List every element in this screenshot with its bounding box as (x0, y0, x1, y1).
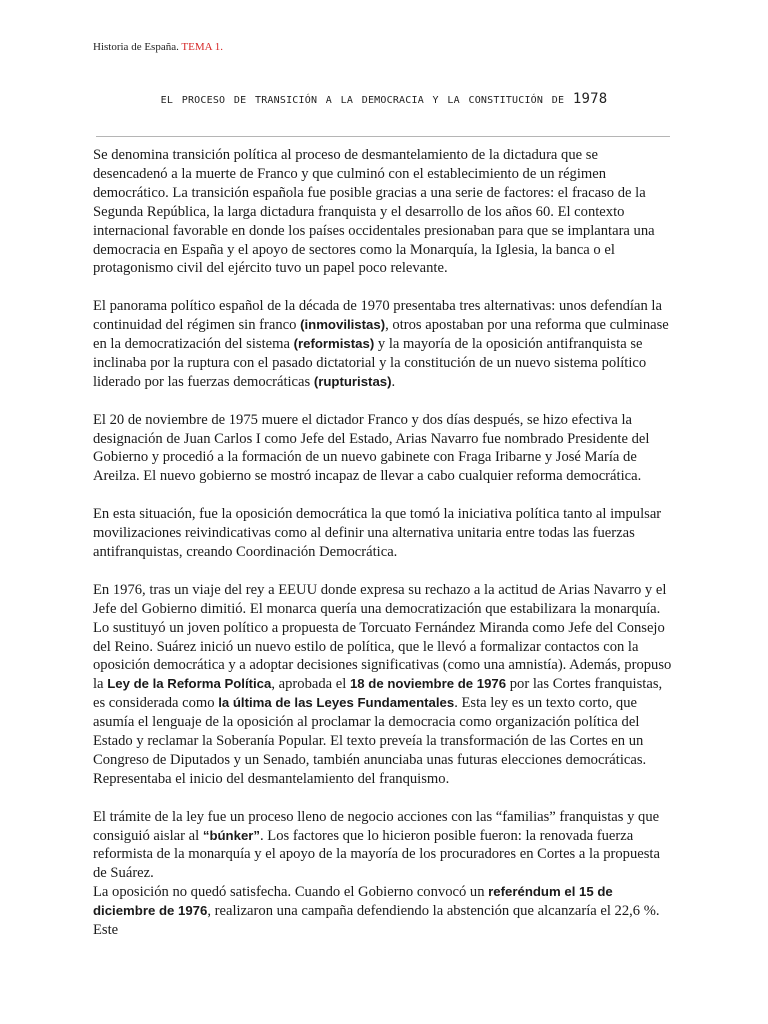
paragraph-text: , otros apostaban por una reforma que culminase en la democratización del sistema (93, 317, 669, 353)
term-inmovilistas: (inmovilistas) (300, 317, 386, 333)
document-title: el proceso de transición a la democracia y la constitución de 1978 (160, 91, 608, 107)
paragraph-text: y la mayoría de la oposición antifranquista se inclinaba por la ruptura con el pasado dictatorial y la constitución de un nuevo sistema político liderado por las fuerzas democráticas (93, 336, 647, 390)
term-bunker: “búnker” (202, 827, 260, 843)
term-ultima-ley: la última de las Leyes Fundamentales (218, 695, 455, 711)
paragraph-text: por las Cortes franquistas, es considerada como (93, 676, 663, 712)
document-body (93, 146, 675, 940)
paragraph-text: La oposición no quedó satisfecha. Cuando el Gobierno convocó un (93, 884, 489, 901)
term-rupturistas: (rupturistas) (313, 373, 392, 389)
header-tema: TEMA 1. (181, 41, 223, 53)
paragraph-text: El trámite de la ley fue un proceso lleno de negocio acciones con las “familias” franquistas y que consiguió aislar al (93, 808, 660, 844)
term-reformistas: (reformistas) (293, 336, 375, 352)
paragraph-text: , realizaron una campaña defendiendo la abstención que alcanzaría el 22,6 %. Este (93, 903, 660, 939)
paragraph-referendum (93, 883, 675, 940)
page-header (93, 41, 223, 53)
paragraph-tramite (93, 808, 675, 884)
term-ley-reforma: Ley de la Reforma Política (107, 676, 272, 692)
paragraph-text: En 1976, tras un viaje del rey a EEUU donde expresa su rechazo a la actitud de Arias Navarro y el Jefe del Gobierno dimitió. El monarca quería una democratización que estabilizara la monarquía. Lo sustituyó un joven político a propuesta de Torcuato Fernández Miranda como Jefe del Consejo del Reino. Suárez inició un nuevo estilo de política, que le llevó a formalizar contactos con la oposición democrática y a adoptar decisiones significativas (como una amnistía). Además, propuso la (93, 581, 672, 693)
paragraph-text: . Los factores que lo hicieron posible fueron: la renovada fuerza reformista de la monarquía y el apoyo de la mayoría de los procuradores en Cortes a la propuesta de Suárez. (93, 827, 660, 882)
term-referendum: referéndum el 15 de diciembre de 1976 (93, 884, 613, 919)
paragraph-reforma-politica (93, 581, 675, 789)
header-subject: Historia de España. (93, 41, 179, 53)
paragraph-opposition: En esta situación, fue la oposición democrática la que tomó la iniciativa política tanto al impulsar movilizaciones reivindicativas como al definir una alternativa unitaria entre todas las fuerzas antifranquistas, creando Coordinación Democrática. (93, 506, 662, 560)
paragraph-text: . (391, 373, 396, 390)
paragraph-text: El panorama político español de la década de 1970 presentaba tres alternativas: unos defendían la continuidad del régimen sin franco (93, 298, 662, 334)
paragraph-intro: Se denomina transición política al proceso de desmantelamiento de la dictadura que se desencadenó a la muerte de Franco y que culminó con el establecimiento de un régimen democrático. La transición española fue posible gracias a una serie de factores: el fracaso de la Segunda República, la larga dictadura franquista y el desarrollo de los años 60. El contexto internacional favorable en donde los países occidentales presionaban para que se implantara una democracia en España y el apoyo de sectores como la Monarquía, la Iglesia, la banca o el protagonismo civil del ejército tuvo un papel poco relevante. (93, 147, 655, 277)
title-divider (96, 136, 670, 137)
paragraph-text: . Esta ley es un texto corto, que asumía el lenguaje de la oposición al proclamar la democracia como organización política del Estado y reclamar la Soberanía Popular. El texto preveía la transformación de las Cortes en un Congreso de Diputados y un Senado, también anunciaba unas futuras elecciones democráticas. Representaba el inicio del desmantelamiento del franquismo. (93, 695, 647, 787)
paragraph-text: , aprobada el (271, 676, 350, 693)
term-fecha-aprobacion: 18 de noviembre de 1976 (349, 676, 507, 692)
paragraph-franco-death: El 20 de noviembre de 1975 muere el dictador Franco y dos días después, se hizo efectiva la designación de Juan Carlos I como Jefe del Estado, Arias Navarro fue nombrado Presidente del Gobierno y procedió a la formación de un nuevo gabinete con Fraga Iribarne y José María de Areilza. El nuevo gobierno se mostró incapaz de llevar a cabo cualquier reforma democrática. (93, 411, 650, 485)
paragraph-alternatives (93, 297, 675, 392)
